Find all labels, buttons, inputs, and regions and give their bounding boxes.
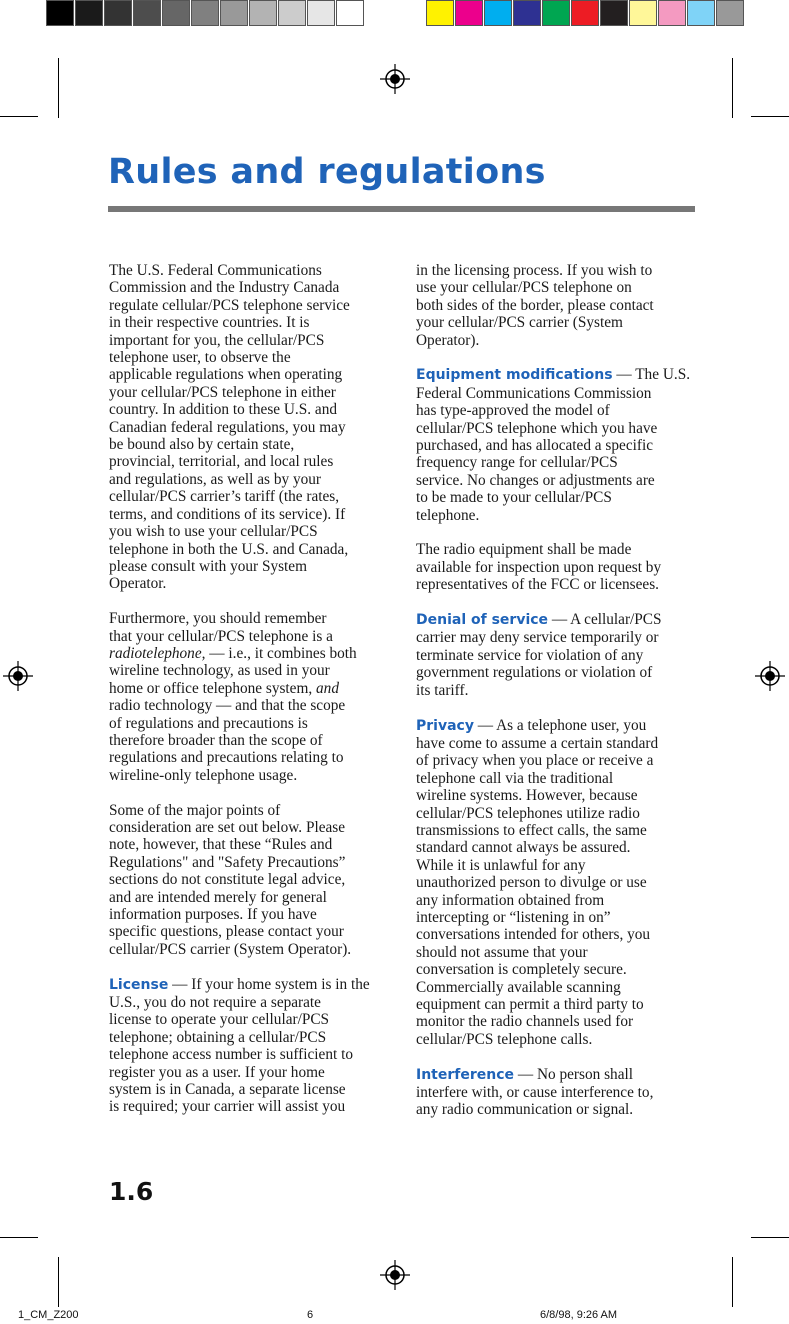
crop-mark bbox=[58, 1257, 59, 1307]
section-text: — No person shall interfere with, or cause interference to, any radio communication or signal. bbox=[416, 1065, 654, 1119]
color-swatch bbox=[629, 0, 657, 26]
grayscale-color-bar bbox=[46, 0, 365, 28]
interference-section bbox=[416, 1066, 698, 1119]
text-run: Furthermore, you should remember that your cellular/PCS telephone is a bbox=[109, 610, 333, 645]
section-text: — As a telephone user, you have come to assume a certain standard of privacy when you place or receive a telephone call via the traditional wireline systems. However, because cellular/PCS telephones utilize radio transmissions to effect calls, the same standard cannot always be assured. While it is unlawful for any unauthorized person to divulge or use any information obtained from intercepting or “listening in on” conversations intended for others, you should not assume that your conversation is completely secure. Commercially available scanning equipment can permit a third party to monitor the radio channels used for cellular/PCS telephone calls. bbox=[416, 716, 659, 1048]
registration-mark-icon bbox=[3, 661, 33, 691]
radiotelephone-paragraph bbox=[109, 610, 389, 784]
section-heading: License bbox=[109, 976, 169, 993]
gray-swatch bbox=[249, 0, 277, 26]
section-text: — A cellular/PCS carrier may deny service temporarily or terminate service for violation of any government regulations or violation of its tariff. bbox=[416, 611, 662, 699]
inspection-paragraph: The radio equipment shall be made available for inspection upon request by representatives of the FCC or licensees. bbox=[416, 541, 662, 594]
licensing-continued-paragraph: in the licensing process. If you wish to use your cellular/PCS telephone on both sides of the border, please contact your cellular/PCS carrier (System Operator). bbox=[416, 262, 654, 349]
denial-section bbox=[416, 611, 698, 699]
italic-term: radiotelephone, bbox=[109, 644, 206, 662]
crop-mark bbox=[58, 58, 59, 118]
gray-swatch bbox=[191, 0, 219, 26]
color-swatch bbox=[426, 0, 454, 26]
intro-paragraph: The U.S. Federal Communications Commission and the Industry Canada regulate cellular/PCS telephone service in their respective countries. It is important for you, the cellular/PCS telephone user, to observe the applicable regulations when operating your cellular/PCS telephone in either country. In addition to these U.S. and Canadian federal regulations, you may be bound also by certain state, provincial, territorial, and local rules and regulations, as well as by your cellular/PCS carrier’s tariff (the rates, terms, and conditions of its service). If you wish to use your cellular/PCS telephone in both the U.S. and Canada, please consult with your System Operator. bbox=[109, 262, 350, 593]
right-column bbox=[416, 262, 698, 1119]
color-swatch bbox=[513, 0, 541, 26]
section-heading: Equipment modifications bbox=[416, 367, 613, 384]
gray-swatch bbox=[162, 0, 190, 26]
registration-mark-icon bbox=[380, 64, 410, 94]
gray-swatch bbox=[278, 0, 306, 26]
title-rule bbox=[108, 206, 695, 212]
section-heading: Denial of service bbox=[416, 612, 549, 629]
section-text: — The U.S. Federal Communications Commission has type-approved the model of cellular/PCS telephone which you have purchased, and has allocated a specific frequency range for cellular/PCS service. No changes or adjustments are to be made to your cellular/PCS telephone. bbox=[416, 366, 691, 524]
color-swatch bbox=[716, 0, 744, 26]
gray-swatch bbox=[133, 0, 161, 26]
gray-swatch bbox=[336, 0, 364, 26]
crop-mark bbox=[0, 116, 38, 117]
color-swatch bbox=[484, 0, 512, 26]
gray-swatch bbox=[220, 0, 248, 26]
registration-mark-icon bbox=[755, 661, 785, 691]
italic-term: and bbox=[316, 679, 339, 697]
license-section bbox=[109, 976, 389, 1116]
crop-mark bbox=[732, 1257, 733, 1307]
text-run: — i.e., it combines both wireline technology, as used in your home or office telephone system, bbox=[109, 644, 357, 697]
left-column bbox=[109, 262, 389, 1116]
color-swatch bbox=[658, 0, 686, 26]
crop-mark bbox=[751, 1237, 789, 1238]
crop-mark bbox=[732, 58, 733, 118]
gray-swatch bbox=[307, 0, 335, 26]
color-swatch bbox=[542, 0, 570, 26]
page-title: Rules and regulations bbox=[108, 152, 546, 192]
registration-mark-icon bbox=[380, 1260, 410, 1290]
equipment-section bbox=[416, 366, 698, 524]
section-text: — If your home system is in the U.S., you do not require a separate license to operate your cellular/PCS telephone; obtaining a cellular/PCS telephone access number is sufficient to register you as a user. If your home system is in Canada, a separate license is required; your carrier will assist you bbox=[109, 975, 370, 1116]
slug-date: 6/8/98, 9:26 AM bbox=[540, 1309, 618, 1321]
color-swatch bbox=[687, 0, 715, 26]
slug-filename: 1_CM_Z200 bbox=[18, 1309, 79, 1321]
privacy-section bbox=[416, 717, 698, 1049]
disclaimer-paragraph: Some of the major points of consideration are set out below. Please note, however, that these “Rules and Regulations" and "Safety Precautions” sections do not constitute legal advice, and are intended merely for general information purposes. If you have specific questions, please contact your cellular/PCS carrier (System Operator). bbox=[109, 801, 352, 958]
gray-swatch bbox=[46, 0, 74, 26]
color-swatch bbox=[455, 0, 483, 26]
section-heading: Privacy bbox=[416, 717, 474, 734]
gray-swatch bbox=[104, 0, 132, 26]
crop-mark bbox=[0, 1237, 38, 1238]
process-color-bar bbox=[426, 0, 745, 28]
color-swatch bbox=[571, 0, 599, 26]
section-heading: Interference bbox=[416, 1066, 515, 1083]
color-swatch bbox=[600, 0, 628, 26]
text-run: radio technology — and that the scope of regulations and precautions is therefore broader than the scope of regulations and precautions relating to wireline-only telephone usage. bbox=[109, 697, 346, 784]
crop-mark bbox=[751, 116, 789, 117]
page-number: 1.6 bbox=[109, 1177, 154, 1206]
slug-page: 6 bbox=[307, 1309, 314, 1321]
gray-swatch bbox=[75, 0, 103, 26]
